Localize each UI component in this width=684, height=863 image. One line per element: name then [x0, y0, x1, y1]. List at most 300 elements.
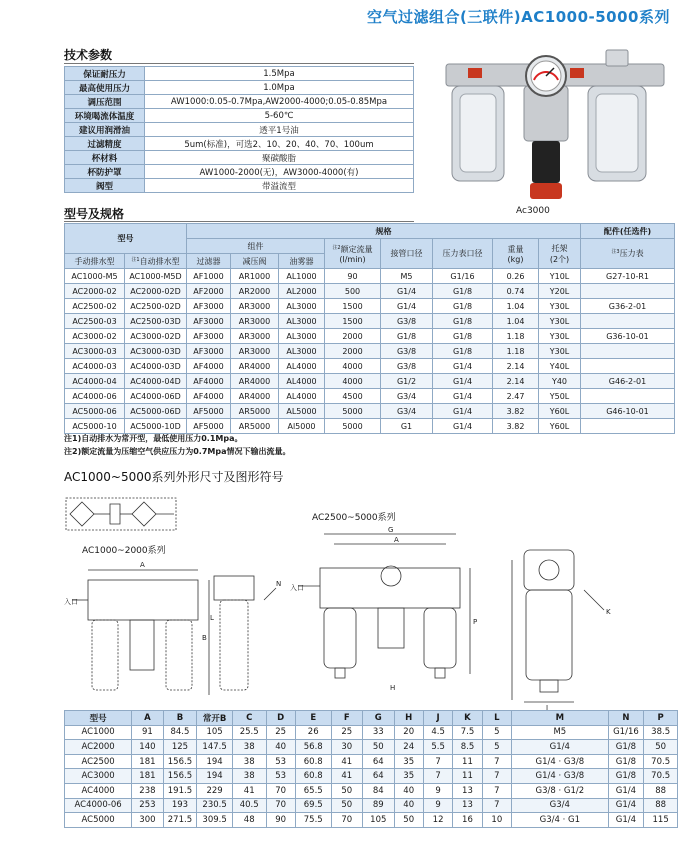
table-cell: Y40L	[539, 359, 581, 374]
table-cell: 4000	[325, 374, 381, 389]
table-cell: 1.18	[493, 329, 539, 344]
dim-cell: 5	[482, 725, 511, 740]
table-cell: G1	[381, 419, 433, 434]
spec-key: 杯材料	[65, 151, 145, 165]
dim-cell: 70	[266, 783, 295, 798]
table-cell: Y20L	[539, 284, 581, 299]
spec-key: 保证耐压力	[65, 67, 145, 81]
dim-cell: 25	[331, 725, 362, 740]
table-cell: 2.47	[493, 389, 539, 404]
spec-key: 最高使用压力	[65, 81, 145, 95]
dim-column-header: L	[482, 711, 511, 726]
dim-cell: 147.5	[197, 740, 233, 755]
dim-cell: 35	[394, 769, 423, 784]
table-cell	[581, 389, 675, 404]
table-cell: Y50L	[539, 389, 581, 404]
table-cell: AF4000	[187, 359, 231, 374]
table-cell: AF3000	[187, 314, 231, 329]
dim-h-label: H	[390, 684, 396, 692]
table-cell: AF1000	[187, 269, 231, 284]
spec-row	[65, 95, 414, 109]
dim-column-header: M	[512, 711, 609, 726]
dim-column-header: H	[394, 711, 423, 726]
h-auto: $^{注1}$自动排水型	[125, 254, 187, 269]
dim-row	[65, 725, 678, 740]
dim-cell: 181	[132, 754, 163, 769]
table-cell: G46-10-01	[581, 404, 675, 419]
table-cell: AL4000	[279, 374, 325, 389]
dim-cell: 156.5	[163, 769, 197, 784]
table-cell: AC2000-02D	[125, 284, 187, 299]
table-cell: 3.82	[493, 419, 539, 434]
dim-cell: 105	[363, 813, 394, 828]
spec-row	[65, 165, 414, 179]
table-cell: AR1000	[231, 269, 279, 284]
dim-cell: G1/8	[608, 740, 644, 755]
dim-cell: 64	[363, 769, 394, 784]
dim-cell: 194	[197, 754, 233, 769]
dim-row	[65, 813, 678, 828]
dim-cell: 25	[266, 725, 295, 740]
dim-cell: 60.8	[295, 754, 331, 769]
table-cell: G1/4	[433, 389, 493, 404]
dim-cell: G1/8	[608, 769, 644, 784]
h-spec: 规格	[187, 224, 581, 239]
dim-cell: 38	[232, 754, 266, 769]
dim-header-row	[65, 711, 678, 726]
dim-cell: 56.8	[295, 740, 331, 755]
table-cell: G1/8	[433, 299, 493, 314]
table-cell: AC2500-02	[65, 299, 125, 314]
table-cell: G36-10-01	[581, 329, 675, 344]
note-1: 注1)自动排水为常开型，最低使用压力0.1Mpa。	[64, 434, 243, 443]
h-port: 接管口径	[381, 239, 433, 269]
table-cell: AF5000	[187, 404, 231, 419]
table-cell: AR4000	[231, 374, 279, 389]
dim-cell: G3/4 · G1	[512, 813, 609, 828]
dim-cell: 69.5	[295, 798, 331, 813]
dim-cell: 10	[482, 813, 511, 828]
dim-cell: G1/4	[608, 813, 644, 828]
dim-cell: AC4000-06	[65, 798, 132, 813]
spec-row	[65, 109, 414, 123]
spec-value: AW1000:0.05-0.7Mpa,AW2000-4000;0.05-0.85Mpa	[145, 95, 414, 109]
table-row	[65, 404, 675, 419]
spec-row	[65, 137, 414, 151]
dim-cell: 11	[453, 754, 482, 769]
dim-cell: 7.5	[453, 725, 482, 740]
dim-cell: G3/4	[512, 798, 609, 813]
table-cell: AL5000	[279, 404, 325, 419]
table-cell: AL3000	[279, 314, 325, 329]
table-cell: Y40	[539, 374, 581, 389]
dim-cell: 5	[482, 740, 511, 755]
spec-value: 聚碳酸脂	[145, 151, 414, 165]
dim-cell: 50	[331, 783, 362, 798]
table-cell: G1/4	[381, 299, 433, 314]
table-cell: Y30L	[539, 314, 581, 329]
dim-cell: 48	[232, 813, 266, 828]
dim-cell: 230.5	[197, 798, 233, 813]
table-cell: G1/16	[433, 269, 493, 284]
table-cell: AC1000-M5	[65, 269, 125, 284]
dim-cell: AC2000	[65, 740, 132, 755]
spec-key: 建议用润滑油	[65, 123, 145, 137]
table-cell: Y60L	[539, 419, 581, 434]
dim-cell: 84.5	[163, 725, 197, 740]
table-cell: G3/4	[381, 389, 433, 404]
table-cell: 1500	[325, 314, 381, 329]
table-cell: 4000	[325, 359, 381, 374]
table-cell: 2000	[325, 329, 381, 344]
dim-cell: 40	[394, 798, 423, 813]
dim-cell: 191.5	[163, 783, 197, 798]
table-cell: AF4000	[187, 389, 231, 404]
table-cell: AR4000	[231, 359, 279, 374]
table-cell: Y30L	[539, 329, 581, 344]
table-row	[65, 299, 675, 314]
dim-column-header: C	[232, 711, 266, 726]
dim-cell: 7	[423, 754, 452, 769]
dim-cell: 193	[163, 798, 197, 813]
table-cell: AF4000	[187, 374, 231, 389]
spec-row	[65, 151, 414, 165]
spec-row	[65, 123, 414, 137]
table-cell	[581, 419, 675, 434]
dim-cell: 115	[644, 813, 678, 828]
table-cell: AC4000-03D	[125, 359, 187, 374]
table-cell: G1/8	[433, 284, 493, 299]
table-cell: AF2000	[187, 284, 231, 299]
table-row	[65, 314, 675, 329]
table-cell: AR5000	[231, 419, 279, 434]
dim-cell: 70.5	[644, 769, 678, 784]
dim-column-header: A	[132, 711, 163, 726]
table-cell: AL2000	[279, 284, 325, 299]
dim-cell: 11	[453, 769, 482, 784]
table-cell: 2.14	[493, 359, 539, 374]
table-cell: AR3000	[231, 314, 279, 329]
dim-column-header: N	[608, 711, 644, 726]
table-cell	[581, 284, 675, 299]
dim-cell: 24	[394, 740, 423, 755]
table-cell: AC4000-06	[65, 389, 125, 404]
table-cell: G1/8	[433, 344, 493, 359]
dim-cell: 53	[266, 754, 295, 769]
table-cell: G36-2-01	[581, 299, 675, 314]
dim-column-header: G	[363, 711, 394, 726]
dim-cell: 70.5	[644, 754, 678, 769]
h-gauge-port: 压力表口径	[433, 239, 493, 269]
dim-cell: G3/8 · G1/2	[512, 783, 609, 798]
dim-cell: 253	[132, 798, 163, 813]
table-cell: G1/2	[381, 374, 433, 389]
h-flow: $^{注2}$额定流量 (l/min)	[325, 239, 381, 269]
dim-cell: 105	[197, 725, 233, 740]
table-cell: G1/4	[433, 359, 493, 374]
table-cell: AL4000	[279, 389, 325, 404]
table-row	[65, 344, 675, 359]
inlet2-label: 入口	[290, 584, 304, 592]
dim-cell: 4.5	[423, 725, 452, 740]
dim-cell: M5	[512, 725, 609, 740]
table-cell: AR5000	[231, 404, 279, 419]
table-cell: AF5000	[187, 419, 231, 434]
h-manual: 手动排水型	[65, 254, 125, 269]
dim-row	[65, 769, 678, 784]
table-row	[65, 389, 675, 404]
table-cell: AC3000-03D	[125, 344, 187, 359]
large-series-label: AC2500~5000系列	[312, 513, 396, 523]
table-cell: AF3000	[187, 299, 231, 314]
spec-row	[65, 179, 414, 193]
table-cell: AR4000	[231, 389, 279, 404]
table-cell: 0.74	[493, 284, 539, 299]
dim-cell: 35	[394, 754, 423, 769]
table-cell: AF3000	[187, 329, 231, 344]
product-photo	[438, 46, 673, 206]
dim-cell: 33	[363, 725, 394, 740]
dimension-table	[64, 710, 678, 828]
tech-spec-table	[64, 66, 414, 193]
dim-l-label: L	[210, 614, 214, 622]
table-cell: AC1000-M5D	[125, 269, 187, 284]
dim-cell: AC4000	[65, 783, 132, 798]
dim-cell: 7	[482, 783, 511, 798]
table-cell: AL1000	[279, 269, 325, 284]
h-regulator: 减压阀	[231, 254, 279, 269]
table-cell: 3.82	[493, 404, 539, 419]
spec-key: 阀型	[65, 179, 145, 193]
dim-cell: 194	[197, 769, 233, 784]
table-cell	[581, 344, 675, 359]
table-cell: G46-2-01	[581, 374, 675, 389]
dim-cell: 13	[453, 783, 482, 798]
dim-column-header: D	[266, 711, 295, 726]
table-cell: AC5000-10	[65, 419, 125, 434]
small-series-drawing	[64, 560, 284, 710]
dim-cell: 90	[266, 813, 295, 828]
table-cell: Y10L	[539, 269, 581, 284]
table-cell: 5000	[325, 419, 381, 434]
table-cell: AC5000-06	[65, 404, 125, 419]
dim-column-header: 常开B	[197, 711, 233, 726]
dim-column-header: 型号	[65, 711, 132, 726]
table-cell: AR3000	[231, 344, 279, 359]
dim-cell: AC5000	[65, 813, 132, 828]
table-cell: AC3000-02	[65, 329, 125, 344]
h-bracket: 托架 (2个)	[539, 239, 581, 269]
table-row	[65, 329, 675, 344]
dim-cell: G1/4	[608, 798, 644, 813]
table-cell: AC2500-03	[65, 314, 125, 329]
dim-cell: 7	[482, 769, 511, 784]
note-2: 注2)额定流量为压缩空气供应压力为0.7Mpa情况下输出流量。	[64, 447, 291, 456]
large-series-drawing	[290, 524, 490, 704]
dim-cell: 30	[331, 740, 362, 755]
dim-cell: 50	[644, 740, 678, 755]
table-cell: AC2000-02	[65, 284, 125, 299]
dim-cell: AC2500	[65, 754, 132, 769]
dim-row	[65, 783, 678, 798]
dim-cell: 38	[232, 769, 266, 784]
h-components: 组件	[187, 239, 325, 254]
h-gauge: $^{注3}$压力表	[581, 239, 675, 269]
table-row	[65, 359, 675, 374]
table-cell: Al5000	[279, 419, 325, 434]
dim-column-header: F	[331, 711, 362, 726]
table-cell: Y30L	[539, 299, 581, 314]
table-cell	[581, 359, 675, 374]
dim-cell: G1/8	[608, 754, 644, 769]
table-cell: AL3000	[279, 299, 325, 314]
spec-value: 5-60℃	[145, 109, 414, 123]
dim-a-label: A	[140, 561, 145, 569]
dim-column-header: B	[163, 711, 197, 726]
dim-cell: 50	[331, 798, 362, 813]
dim-cell: 16	[453, 813, 482, 828]
dim-a2-label: A	[394, 536, 399, 544]
table-cell: Y30L	[539, 344, 581, 359]
dim-cell: 53	[266, 769, 295, 784]
dims-heading: AC1000~5000系列外形尺寸及图形符号	[64, 470, 284, 484]
h-filter: 过滤器	[187, 254, 231, 269]
table-cell: 4500	[325, 389, 381, 404]
dim-column-header: J	[423, 711, 452, 726]
dim-cell: 40	[394, 783, 423, 798]
table-cell: AR3000	[231, 299, 279, 314]
table-cell: Y60L	[539, 404, 581, 419]
dim-cell: G1/16	[608, 725, 644, 740]
spec-key: 杯防护罩	[65, 165, 145, 179]
table-cell: AR2000	[231, 284, 279, 299]
dim-cell: 70	[266, 798, 295, 813]
dim-column-header: P	[644, 711, 678, 726]
dim-cell: G1/4	[512, 740, 609, 755]
table-cell: G3/8	[381, 359, 433, 374]
table-cell: G1/4	[433, 374, 493, 389]
page-title: 空气过滤组合(三联件)AC1000-5000系列	[366, 8, 670, 26]
tech-heading: 技术参数	[64, 48, 113, 62]
spec-value: 1.0Mpa	[145, 81, 414, 95]
dim-cell: 89	[363, 798, 394, 813]
spec-key: 过滤精度	[65, 137, 145, 151]
dim-cell: 40	[266, 740, 295, 755]
dim-cell: 50	[394, 813, 423, 828]
table-cell: G27-10-R1	[581, 269, 675, 284]
dim-cell: 13	[453, 798, 482, 813]
table-cell: AC3000-02D	[125, 329, 187, 344]
table-cell: G1/4	[381, 284, 433, 299]
tech-rule	[64, 63, 414, 64]
dim-cell: AC3000	[65, 769, 132, 784]
dim-cell: 7	[423, 769, 452, 784]
dim-column-header: K	[453, 711, 482, 726]
dim-cell: 5.5	[423, 740, 452, 755]
table-cell: AC4000-03	[65, 359, 125, 374]
h-options: 配件(任选件)	[581, 224, 675, 239]
dim-cell: 9	[423, 783, 452, 798]
table-cell: G1/8	[433, 329, 493, 344]
dim-cell: 88	[644, 783, 678, 798]
table-cell: AC5000-06D	[125, 404, 187, 419]
dim-row	[65, 740, 678, 755]
dim-cell: 12	[423, 813, 452, 828]
dim-k-label: K	[606, 608, 611, 616]
dim-cell: 64	[363, 754, 394, 769]
h-lubricator: 油雾器	[279, 254, 325, 269]
dim-row	[65, 798, 678, 813]
spec-key: 调压范围	[65, 95, 145, 109]
dim-cell: G1/4	[608, 783, 644, 798]
dim-cell: 7	[482, 798, 511, 813]
table-cell: G1/8	[381, 329, 433, 344]
models-heading: 型号及规格	[64, 207, 125, 221]
dim-cell: 75.5	[295, 813, 331, 828]
dim-cell: 8.5	[453, 740, 482, 755]
table-cell: 1.04	[493, 314, 539, 329]
table-row	[65, 419, 675, 434]
table-cell: AC2500-03D	[125, 314, 187, 329]
dim-cell: 229	[197, 783, 233, 798]
dim-cell: 26	[295, 725, 331, 740]
table-cell: AC4000-06D	[125, 389, 187, 404]
table-cell: AL3000	[279, 329, 325, 344]
dim-b-label: B	[202, 634, 207, 642]
dim-cell: 41	[232, 783, 266, 798]
table-cell: G1/4	[433, 404, 493, 419]
side-view-drawing	[504, 540, 624, 710]
dim-n-label: N	[276, 580, 282, 588]
dim-j-label: J	[546, 704, 549, 710]
spec-value: 1.5Mpa	[145, 67, 414, 81]
dim-cell: 38	[232, 740, 266, 755]
h-model: 型号	[65, 224, 187, 254]
table-cell: 90	[325, 269, 381, 284]
models-rule	[64, 221, 414, 222]
dim-cell: 65.5	[295, 783, 331, 798]
table-cell: AC2500-02D	[125, 299, 187, 314]
dim-cell: 91	[132, 725, 163, 740]
spec-row	[65, 67, 414, 81]
spec-value: 透平1号油	[145, 123, 414, 137]
dim-cell: 181	[132, 769, 163, 784]
table-cell: AR3000	[231, 329, 279, 344]
dim-g-label: G	[388, 526, 394, 534]
spec-value: AW1000-2000(无)，AW3000-4000(有)	[145, 165, 414, 179]
table-cell: 5000	[325, 404, 381, 419]
table-cell: AC4000-04D	[125, 374, 187, 389]
table-cell: AC3000-03	[65, 344, 125, 359]
table-cell: M5	[381, 269, 433, 284]
table-cell: AF3000	[187, 344, 231, 359]
dim-cell: 70	[331, 813, 362, 828]
dim-cell: 9	[423, 798, 452, 813]
dim-cell: 84	[363, 783, 394, 798]
table-cell: G3/8	[381, 314, 433, 329]
dim-cell: 50	[363, 740, 394, 755]
table-cell: 1.18	[493, 344, 539, 359]
table-cell: 500	[325, 284, 381, 299]
table-cell: G1/4	[433, 419, 493, 434]
spec-value: 5um(标准)，可选2、10、20、40、70、100um	[145, 137, 414, 151]
dim-cell: 125	[163, 740, 197, 755]
table-cell: AC4000-04	[65, 374, 125, 389]
symbol-diagram	[64, 494, 184, 540]
small-series-label: AC1000~2000系列	[82, 546, 166, 556]
dim-cell: 271.5	[163, 813, 197, 828]
spec-value: 带溢流型	[145, 179, 414, 193]
